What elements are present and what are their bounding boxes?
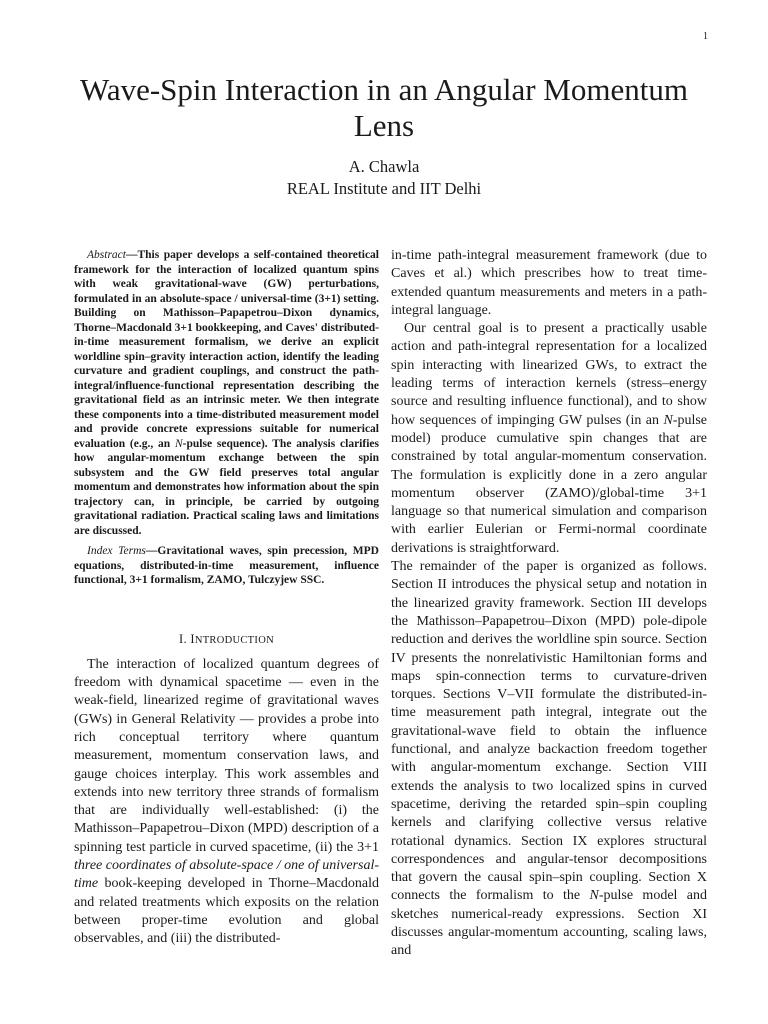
intro-p2-text-a: Our central goal is to present a practically usable action and path-integral representation for a localized spin interacting with linearized GWs, to extract the leading terms of interaction kernels (stress–energy source and resulting influence functional), and to show how sequences of impinging GW pulses (in an	[391, 321, 707, 428]
intro-paragraph-1	[74, 656, 379, 949]
author-affiliation: REAL Institute and IIT Delhi	[286, 179, 482, 198]
index-terms	[74, 544, 379, 588]
intro-p1-text-b: book-keeping developed in Thorne–Macdonald and related treatments which exposits on the relation between proper-time evolution and global observables, and (iii) the distributed-	[74, 876, 379, 947]
section-heading-introduction	[74, 630, 379, 650]
section-heading-initial: I	[190, 631, 195, 646]
page-number: 1	[703, 31, 708, 42]
index-terms-text: —Gravitational waves, spin precession, MPD equations, distributed-in-time measurement, influence functional, 3+1 formalism, ZAMO, Tulczyjew SSC.	[74, 545, 379, 586]
intro-p3-text-a: The remainder of the paper is organized as follows. Section II introduces the physical setup and notation in the linearized gravity framework. Section III develops the Mathisson–Papapetrou–Dixon (MPD) pole-dipole reduction and derives the worldline spin source. Section IV presents the nonrelativistic Hamiltonian forms and maps spin-connection terms to curvature-driven torques. Sections V–VII formulate the distributed-in-time measurement path integral, integrate out the gravitational-wave field to obtain the influence functional, and analyze backaction freedom together with angular-momentum exchange. Section VIII extends the analysis to two localized spins in curved spacetime, deriving the retarded spin–spin coupling kernels and clarifying collective versus relative rotational dynamics. Section IX explores structural correspondences and angular-tensor decompositions that govern the causal spin–spin coupling. Section X connects the formalism to the	[391, 559, 707, 904]
left-column	[74, 248, 379, 949]
intro-p2-math-n: N	[663, 412, 673, 428]
abstract	[74, 248, 379, 538]
abstract-text-b: -pulse sequence). The analysis clarifies how angular-momentum exchange between the spin subsystem and the GW field preserves total angular momentum and demonstrates how information about the spin trajectory can, in principle, be carried by outgoing gravitational radiation. Practical scaling laws and limitations are discussed.	[74, 437, 379, 537]
intro-p3-math-n: N	[589, 888, 599, 904]
section-heading-rest: NTRODUCTION	[194, 634, 274, 646]
section-numeral: I.	[179, 631, 191, 646]
author-name: A. Chawla	[348, 157, 420, 176]
intro-p1-text-a: The interaction of localized quantum degrees of freedom with dynamical spacetime — even in the weak-field, linearized regime of gravitational waves (GWs) in General Relativity — provides a probe into rich conceptual territory where quantum measurement, momentum conservation laws, and gauge choices interplay. This work assembles and extends into new territory three strands of formalism that are individually well-established: (i) the Mathisson–Papapetrou–Dixon (MPD) description of a spinning test particle in curved spacetime, (ii) the 3+1	[74, 656, 379, 855]
intro-p3-text-b: -pulse model and sketches numerical-ready expressions. Section XI discusses angular-momentum accounting, scaling laws, and	[391, 888, 708, 959]
paper-title: Wave-Spin Interaction in an Angular Momentum Lens	[80, 72, 688, 143]
intro-paragraph-1-continued: in-time path-integral measurement framework (due to Caves et al.) which prescribes how to treat time-extended quantum measurements and meters in a path-integral language.	[391, 248, 707, 318]
intro-paragraph-2	[391, 320, 707, 558]
author-block	[60, 156, 708, 200]
intro-p1-italic: three coordinates of absolute-space / one of universal-time	[74, 858, 379, 892]
intro-p2-text-b: -pulse model) produce cumulative spin changes that are constrained by total angular-momentum conservation. The formulation is explicitly done in a zero angular momentum observer (ZAMO)/global-time 3+1 language so that numerical simulation and comparison with earlier Eulerian or Fermi-normal coordinate derivations is straightforward.	[391, 412, 707, 556]
right-column	[391, 247, 707, 961]
abstract-label: Abstract	[87, 249, 126, 261]
abstract-text-a: —This paper develops a self-contained theoretical framework for the interaction of localized quantum spins with weak gravitational-wave (GW) perturbations, formulated in an absolute-space / universal-time (3+1) setting. Building on Mathisson–Papapetrou–Dixon dynamics, Thorne–Macdonald 3+1 bookkeeping, and Caves' distributed-in-time measurement formalism, we derive an explicit worldline spin–gravity interaction action, identify the leading curvature and gradient couplings, and construct the path-integral/influence-functional representation describing the gravitational field as an intrinsic meter. We then integrate these components into a time-distributed measurement model and provide concrete expressions suitable for numerical evaluation (e.g., an	[74, 249, 379, 450]
index-terms-label: Index Terms	[87, 545, 146, 557]
intro-paragraph-3	[391, 558, 707, 961]
abstract-math-n: N	[175, 437, 183, 450]
